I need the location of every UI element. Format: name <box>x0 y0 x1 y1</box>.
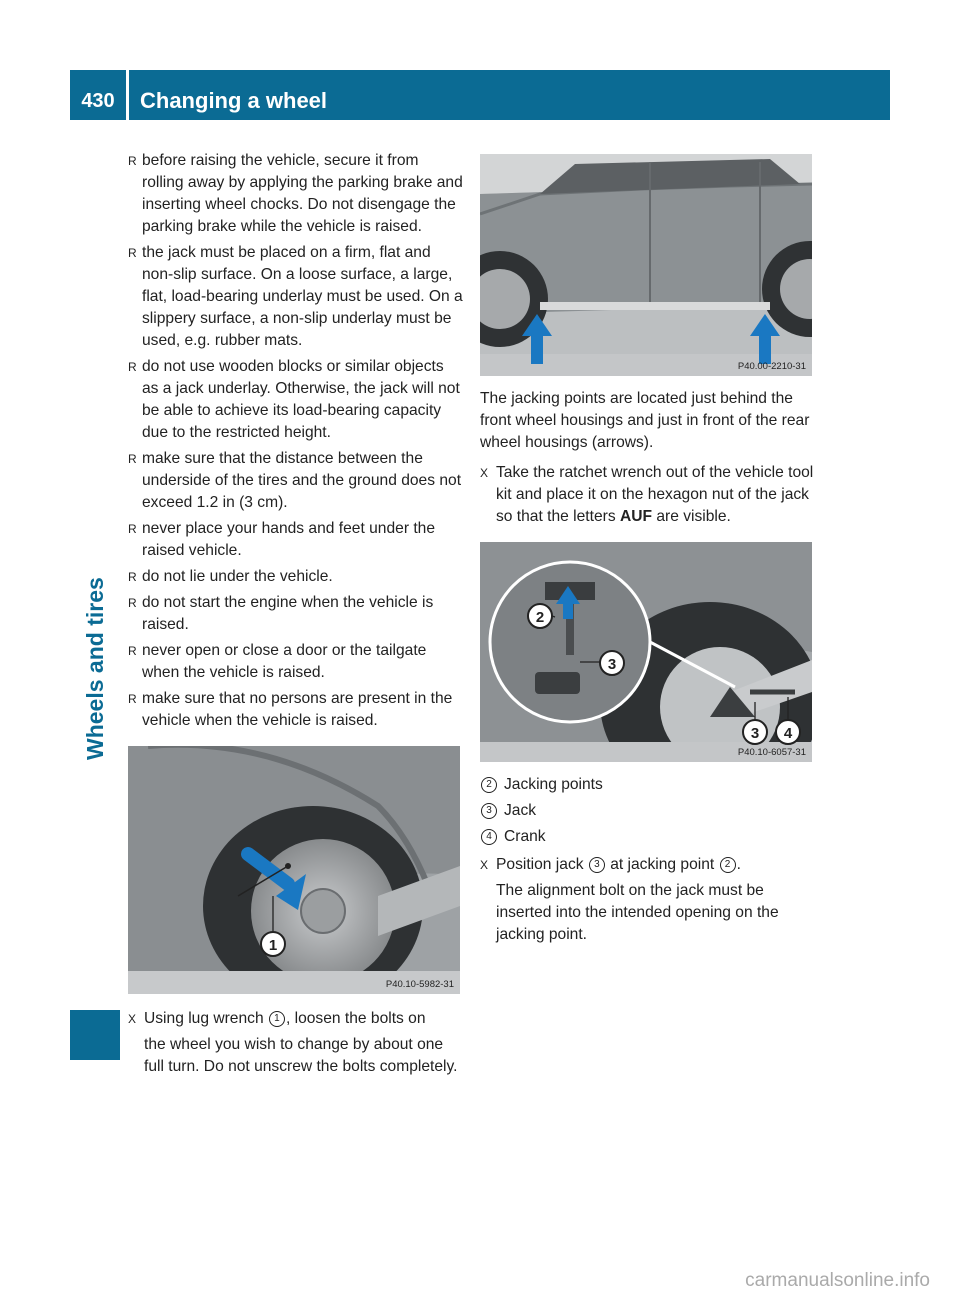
instruction-step: X Position jack 3 at jacking point 2 . <box>480 854 816 876</box>
list-item: R do not start the engine when the vehicle is raised. <box>128 594 434 633</box>
instruction-text: the wheel you wish to change by about one full turn. Do not unscrew the bolts completely. <box>144 1036 458 1075</box>
bullet-icon: R <box>128 360 137 374</box>
section-side-title: Wheels and tires <box>82 577 108 760</box>
figure-code: P40.10-5982-31 <box>385 979 454 990</box>
callout-3-label: 3 <box>607 656 617 673</box>
callout-2-label: 2 <box>535 609 545 626</box>
bullet-icon: R <box>128 596 137 610</box>
callout-1-label: 1 <box>268 937 278 954</box>
callout-ref: 1 <box>269 1011 285 1027</box>
legend-item: 3 Jack <box>480 800 816 822</box>
page-number: 430 <box>81 90 115 112</box>
step-lug-wrench <box>128 1008 464 1078</box>
vehicle-jacking-points-illustration <box>480 154 812 376</box>
list-item: R do not use wooden blocks or similar objects as a jack underlay. Otherwise, the jack will not be able to achieve its load-bearing capacity due to the restricted height. <box>128 358 460 441</box>
bullet-icon: R <box>128 154 137 168</box>
section-tab-marker <box>70 1010 120 1060</box>
callout-ref: 2 <box>481 777 497 793</box>
callout-3b-label: 3 <box>750 725 760 742</box>
right-column <box>480 150 816 946</box>
jack-positioning-illustration <box>480 542 812 762</box>
callout-4-label: 4 <box>783 725 793 742</box>
bullet-icon: R <box>128 570 137 584</box>
bullet-icon: R <box>128 692 137 706</box>
list-item: R the jack must be placed on a firm, flat and non-slip surface. On a loose surface, a large, flat, load-bearing underlay must be used. On a slippery surface, a non-slip underlay must be used, e.g. rubber mats. <box>128 244 463 349</box>
safety-bullet-list <box>128 150 464 732</box>
figure-code: P40.10-6057-31 <box>737 747 806 758</box>
callout-ref: 2 <box>720 857 736 873</box>
bullet-icon: R <box>128 644 137 658</box>
callout-ref: 3 <box>481 803 497 819</box>
jacking-points-text: The jacking points are located just behind the front wheel housings and just in front of the rear wheel housings (arrows). <box>480 390 810 451</box>
bullet-icon: R <box>128 452 137 466</box>
vehicle-side-figure <box>480 154 812 376</box>
bullet-icon: R <box>128 522 137 536</box>
legend-item: 2 Jacking points <box>480 774 816 796</box>
step-marker-icon: X <box>480 858 489 872</box>
figure-legend <box>480 774 816 848</box>
step-marker-icon: X <box>480 466 489 480</box>
lug-wrench-figure <box>128 746 460 994</box>
list-item: R make sure that no persons are present in the vehicle when the vehicle is raised. <box>128 690 453 729</box>
step-marker-icon: X <box>128 1012 137 1026</box>
header-divider <box>126 70 129 120</box>
figure-code: P40.00-2210-31 <box>737 361 806 372</box>
instruction-note: The alignment bolt on the jack must be inserted into the intended opening on the jacking point. <box>496 882 779 943</box>
callout-ref: 4 <box>481 829 497 845</box>
list-item: R before raising the vehicle, secure it from rolling away by applying the parking brake and inserting wheel chocks. Do not disengage the parking brake while the vehicle is raised. <box>128 152 463 235</box>
list-item: R make sure that the distance between the underside of the tires and the ground does not exceed 1.2 in (3 cm). <box>128 450 462 511</box>
list-item: R never place your hands and feet under the raised vehicle. <box>128 520 436 559</box>
left-column <box>128 150 464 1078</box>
list-item: R never open or close a door or the tailgate when the vehicle is raised. <box>128 642 427 681</box>
bullet-icon: R <box>128 246 137 260</box>
jack-position-figure <box>480 542 812 762</box>
auf-label: AUF <box>619 508 653 525</box>
page-title: Changing a wheel <box>140 88 328 113</box>
instruction-step: X Using lug wrench 1 , loosen the bolts on <box>128 1008 464 1030</box>
instruction-step: X Take the ratchet wrench out of the vehicle tool kit and place it on the hexagon nut of the jack so that the letters AUF are visible. <box>480 464 814 525</box>
watermark-text: carmanualsonline.info <box>745 1270 930 1291</box>
legend-item: 4 Crank <box>480 826 816 848</box>
callout-ref: 3 <box>589 857 605 873</box>
list-item: R do not lie under the vehicle. <box>128 566 464 588</box>
lug-wrench-illustration <box>128 746 460 994</box>
